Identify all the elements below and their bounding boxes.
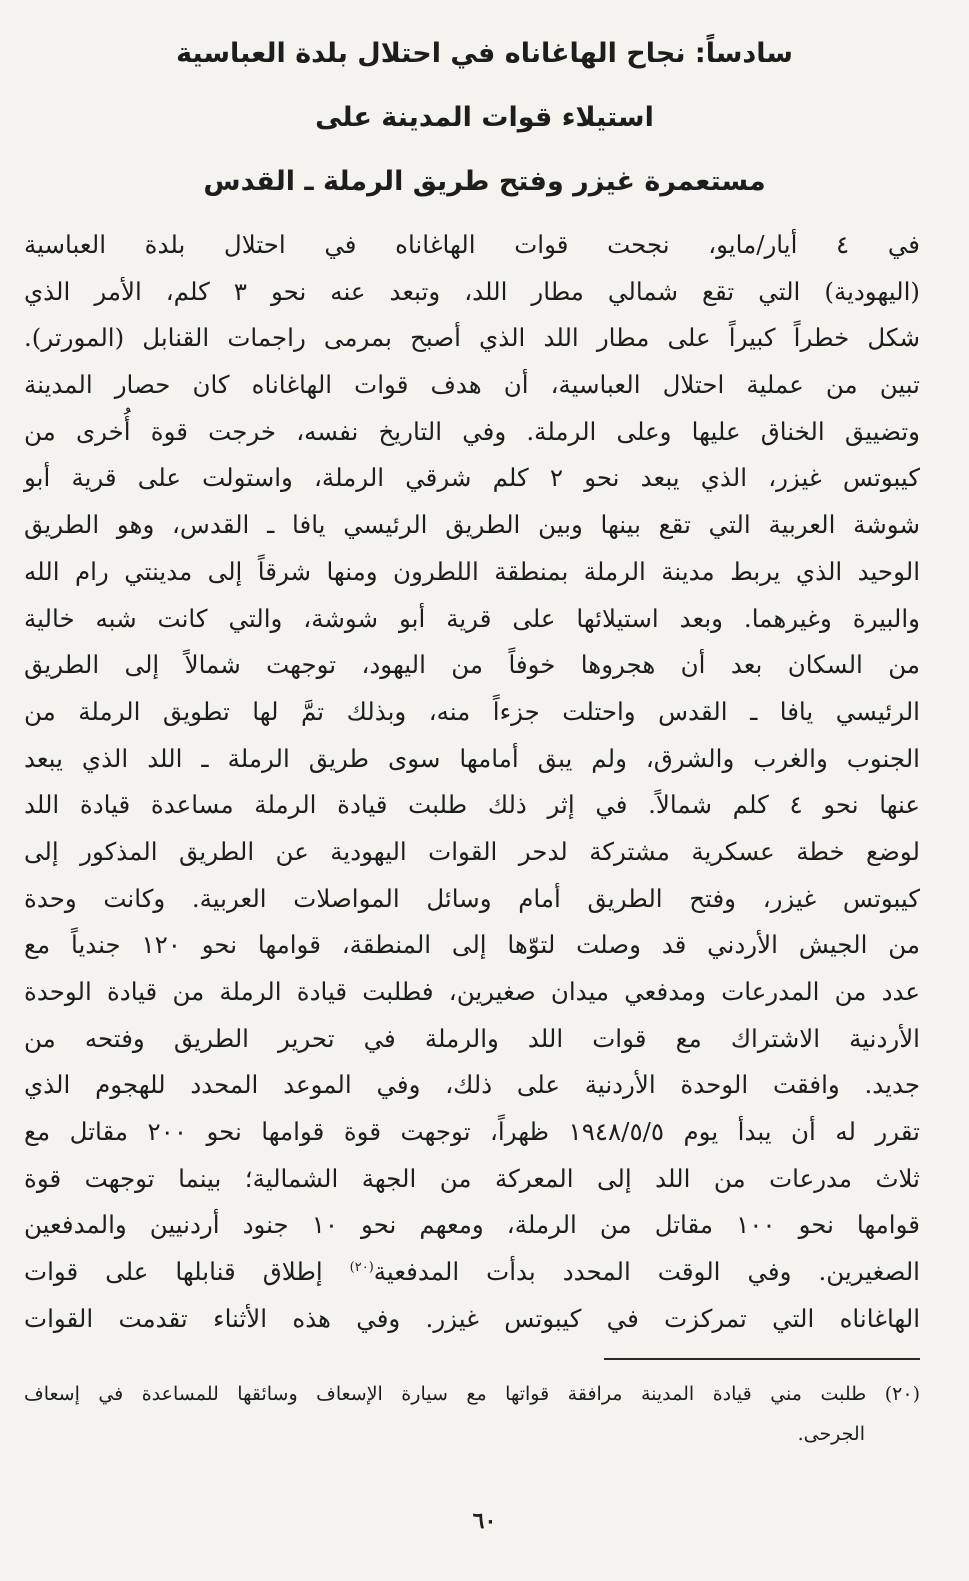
body-line: قوامها نحو ١٠٠ مقاتل من الرملة، ومعهم نحو ١٠ جنود أردنيين والمدفعين xyxy=(24,1210,920,1240)
body-line: الهاغاناه التي تمركزت في كيبوتس غيزر. وفي هذه الأثناء تقدمت القوات xyxy=(24,1303,920,1333)
body-line: كيبوتس غيزر، الذي يبعد نحو ٢ كلم شرقي الرملة، واستولت على قرية أبو xyxy=(24,463,920,493)
heading-line-1: سادساً: نجاح الهاغاناه في احتلال بلدة العباسية xyxy=(176,38,793,69)
body-line: شكل خطراً كبيراً على مطار اللد الذي أصبح بمرمى راجمات القنابل (المورتر). xyxy=(24,323,920,353)
heading-line-3: مستعمرة غيزر وفتح طريق الرملة ـ القدس xyxy=(203,166,766,197)
body-line: شوشة العربية التي تقع بينها وبين الطريق الرئيسي يافا ـ القدس، وهو الطريق xyxy=(24,510,920,540)
body-line: ثلاث مدرعات من اللد إلى المعركة من الجهة الشمالية؛ بينما توجهت قوة xyxy=(24,1163,920,1193)
section-heading xyxy=(40,22,929,214)
footnote-reference[interactable]: (٢٠) xyxy=(349,1259,374,1275)
body-line: الأردنية الاشتراك مع قوات اللد والرملة في تحرير الطريق وفتحه من xyxy=(24,1023,920,1053)
body-line: الوحيد الذي يربط مدينة الرملة بمنطقة اللطرون ومنها شرقاً إلى مدينتي رام الله xyxy=(24,556,920,586)
body-line: الرئيسي يافا ـ القدس واحتلت جزءاً منه، وبذلك تمَّ لها تطويق الرملة من xyxy=(24,696,920,726)
body-line: الجنوب والغرب والشرق، ولم يبق أمامها سوى طريق الرملة ـ اللد الذي يبعد xyxy=(24,743,920,773)
footnote-line: (٢٠) طلبت مني قيادة المدينة مرافقة قواتها مع سيارة الإسعاف وسائقها للمساعدة في إسعاف xyxy=(24,1383,920,1405)
footnote-divider xyxy=(604,1358,920,1360)
page-number: ٦٠ xyxy=(472,1508,497,1534)
body-line: كيبوتس غيزر، وفتح الطريق أمام وسائل المواصلات العربية. وكانت وحدة xyxy=(24,883,920,913)
footnote-line: الجرحى. xyxy=(797,1423,865,1445)
body-line: والبيرة وغيرهما. وبعد استيلائها على قرية أبو شوشة، والتي كانت شبه خالية xyxy=(24,603,920,633)
body-line: تقرر له أن يبدأ يوم ١٩٤٨/٥/٥ ظهراً، توجهت قوة قوامها نحو ٢٠٠ مقاتل مع xyxy=(24,1117,920,1147)
body-text xyxy=(24,222,920,1343)
body-line: من الجيش الأردني قد وصلت لتوّها إلى المنطقة، قوامها نحو ١٢٠ جندياً مع xyxy=(24,930,920,960)
body-line-segment: إطلاق قنابلها على قوات xyxy=(24,1257,323,1287)
body-line: جديد. وافقت الوحدة الأردنية على ذلك، وفي الموعد المحدد للهجوم الذي xyxy=(24,1070,920,1100)
body-line: عدد من المدرعات ومدفعي ميدان صغيرين، فطلبت قيادة الرملة من قيادة الوحدة xyxy=(24,977,920,1006)
body-line: وتضييق الخناق عليها وعلى الرملة. وفي التاريخ نفسه، خرجت قوة أُخرى من xyxy=(24,416,920,446)
heading-line-2: استيلاء قوات المدينة على xyxy=(315,102,654,133)
body-line-with-footnote xyxy=(24,1249,920,1296)
body-line: عنها نحو ٤ كلم شمالاً. في إثر ذلك طلبت قيادة الرملة مساعدة قيادة اللد xyxy=(24,790,920,820)
body-line: من السكان بعد أن هجروها خوفاً من اليهود، توجهت شمالاً إلى الطريق xyxy=(24,650,920,680)
footnote xyxy=(24,1374,920,1454)
body-line-segment: الصغيرين. وفي الوقت المحدد بدأت المدفعية xyxy=(373,1257,920,1287)
body-line: لوضع خطة عسكرية مشتركة لدحر القوات اليهودية عن الطريق المذكور إلى xyxy=(24,836,920,866)
body-line: في ٤ أيار/مايو، نجحت قوات الهاغاناه في احتلال بلدة العباسية xyxy=(24,230,921,259)
body-line: (اليهودية) التي تقع شمالي مطار اللد، وتبعد عنه نحو ٣ كلم، الأمر الذي xyxy=(24,276,920,306)
body-line: تبين من عملية احتلال العباسية، أن هدف قوات الهاغاناه كان حصار المدينة xyxy=(24,370,920,400)
